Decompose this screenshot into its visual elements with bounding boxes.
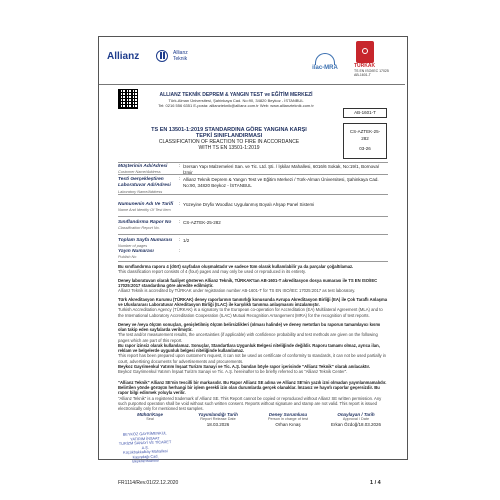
turkak-label: TÜRKAK — [354, 63, 376, 69]
signature-sublabel: Person in charge of test — [267, 417, 309, 421]
issuer-contact: Tel: 0216 556 6351 E-posta: allianzteknik@allianz.com.tr Web: www.allianzteknik.com.tr — [158, 103, 314, 108]
paragraph-en: Turkish Accreditation Agency (TÜRKAK) is a signatory to the European co-operation for Accreditation (EA) Multilateral Agreement (MLA) and to the International Laboratory Accreditation Cooperation (ILAC) Mutual Recognition Arrangement (MRA) for the recognition of test reports. — [118, 307, 383, 318]
paragraph-pages — [118, 264, 388, 274]
field-colon: : — [179, 177, 181, 182]
signature-label: Onaylayan / Tarih — [337, 412, 375, 417]
document-header — [99, 37, 405, 84]
field-value: İzersan Yapı Malzemeleri San. ve Tic. Ltd. Şti. / İşkilar Mahallesi, 6016/6 Sokak, No:19/1, Bornova/İzmir — [183, 164, 380, 175]
field-colon: : — [179, 220, 181, 225]
company-stamp — [116, 431, 175, 464]
paragraph-en: Allianz Teknik is accredited by TÜRKAK under registration number AB-1601-T for TS EN ISO/IEC 17025:2017 as test laboratory. — [118, 288, 356, 294]
field-colon: : — [179, 249, 181, 254]
reference-line-3: 03-26 — [359, 146, 371, 151]
field-value: Allianz Teknik Deprem & Yangın Test ve Eğitim Merkezi / Türk-Alman Üniversitesi, Şahinkaya Cad. No:90, 34820 Beykoz - İSTANBUL — [183, 177, 379, 188]
signature-seal — [118, 412, 182, 422]
paragraph-tr: Beykoz Gayrimenkul Yatırım İnşaat Turizm Sanayi ve Tic. A.Ş. bundan böyle rapor içerisinde "Allianz Teknik" olarak anılacaktır. — [118, 364, 371, 369]
paragraph-tr: Bu rapor izinsiz olarak kullanılamaz. Sonuçlar, Standartlara Uygunluk Belgesi niteliğinde değildir. Raporu tamamı olmaz, ayrıca ilan, reklam ve belgelerde uygunluk belgesi niteliğinde kullanılamaz. — [118, 343, 380, 354]
ilac-label: ilac-MRA — [312, 65, 338, 71]
issuer-name: ALLIANZ TEKNİK DEPREM & YANGIN TEST ve EĞİTİM MERKEZİ — [159, 92, 313, 98]
section-divider — [118, 216, 388, 217]
stamp-line: Beykoz/İstanbul — [132, 458, 160, 464]
section-divider — [118, 261, 388, 262]
issuer-address: Türk-Alman Üniversitesi, Şahinkaya Cad. No:90, 34820 Beykoz - İSTANBUL — [168, 98, 304, 103]
turkak-code — [354, 69, 389, 77]
issuer-block — [142, 93, 330, 108]
allianz-sub-1: Allianz — [173, 50, 188, 56]
field-value: Yüzeyine Dryfix Woodlac Uygulanmış Boyalı Ahşap Panel Sistemi — [183, 202, 315, 207]
paragraph-tr: Deney laboratuvarı olarak faaliyet gösteren Allianz Teknik, TÜRKAK'tan AB-1601-T akreditasyon dosya numarası ile TS EN ISO/IEC 17025:2017 standardına göre akredite edilmiştir. — [118, 278, 378, 289]
section-divider — [118, 194, 388, 195]
field-sublabel: Publish No — [118, 255, 137, 259]
paragraph-turkak — [118, 297, 388, 318]
field-label: Yayın Numarası — [118, 249, 154, 254]
title-en-line-1: CLASSIFICATION OF REACTION TO FIRE IN ACCORDANCE — [158, 139, 300, 145]
field-colon: : — [179, 238, 181, 243]
field-sublabel: Customer Name/Address — [118, 170, 161, 174]
paragraph-en: This report has been prepared upon customer's request, it can not be used as certificate of conformity to standards, it can not be used partially in court, advertising documents for advertisements and procurements. — [118, 353, 387, 364]
paragraph-tr: Türk Akreditasyon Kurumu (TÜRKAK) deney raporlarının tanınırlığı konusunda Avrupa Akreditasyon Birliği (EA) ile Çok Taraflı Anlaşma ve Uluslararası Laboratuvar Akreditasyon Birliği (ILAC) ile karşılıklı tanınma anlaşmasını imzalamıştır. — [118, 297, 388, 308]
paragraph-en: This classification report consists of 4 (four) pages and may only be used or reproduced in its entirety. — [118, 269, 306, 275]
field-value: CS-AZTEK-25-282 — [183, 220, 221, 225]
field-label: Sınıflandırma Rapor No — [118, 220, 172, 225]
paragraph-tr: Bu sınıflandırma raporu 4 (dört) sayfadan oluşmaktadır ve sadece tüm olarak kullanılabilir ya da parçalar çoğaltılamaz. — [118, 264, 354, 269]
paragraph-tr: Deney ve /veya ölçüm sonuçları, genişletilmiş ölçüm belirsizlikleri (olması halinde) ve deney metotları bu raporun tamamlayıcı kısmı olan takip eden sayfalarda verilmiştir. — [118, 322, 381, 333]
turkak-standard: TS EN ISO/IEC 17025 — [354, 69, 389, 73]
signature-sublabel: Approval / Date — [342, 417, 370, 421]
field-label: Müşterinin Adı/Adresi — [118, 164, 168, 169]
section-divider — [118, 162, 388, 163]
title-tr-line-1: TS EN 13501-1:2019 STANDARDINA GÖRE YANGINA KARŞI — [151, 127, 307, 133]
paragraph-trademark — [118, 380, 388, 411]
signature-release-date — [186, 412, 250, 427]
paragraph-usage — [118, 343, 388, 364]
reference-line-2: 282 — [361, 136, 369, 141]
ilac-mra-logo — [309, 53, 341, 75]
allianz-logo-text: Allianz — [107, 51, 140, 62]
field-colon: : — [179, 202, 181, 207]
paragraph-en: "Allianz Teknik" is a registered trademark of Allianz SE. This Report cannot be copied or reproduced without Allianz SE written permission. Any such purported operation shall be void without such written consent. Reports without signature and stamp are not valid. This report is issued electronically only for mentioned test samples. — [118, 395, 382, 412]
signature-approval — [324, 412, 388, 427]
accreditation-number-box: AB-1601-T — [343, 108, 387, 118]
field-label: Toplam Sayfa Numarası — [118, 238, 173, 243]
title-en-line-2: WITH TS EN 13501-1:2019 — [198, 145, 260, 151]
signature-value: 18.03.2026 — [206, 422, 230, 427]
title-tr-line-2: TEPKİ SINIFLANDIRMASI — [195, 133, 263, 139]
turkak-logo — [354, 41, 394, 83]
signature-label: Mühür/Kaşe — [137, 412, 163, 417]
section-divider — [118, 234, 388, 235]
paragraph-tr: "Allianz Teknik" Allianz SE'nin tescilli bir markasıdır. Bu Rapor Allianz SE adına ve Allianz SE'nin yazılı izni olmadan yayınlanmamalıdır. Belirtilen yönde görüşün herhangi bir işlem gerekli izin olan durumlarda gerçek olanaklar. İmzasız ve hayırlı raporlar geçersizdir. Bu rapor bilgi edinmek yoluyla verilir. — [118, 380, 387, 396]
reference-line-1: CS-AZTEK-25- — [349, 129, 381, 134]
qr-code-icon[interactable] — [118, 89, 138, 109]
field-sublabel: Name And Identity Of Test Item — [118, 208, 171, 212]
field-label: Testi Gerçekleştiren Laboratuvar Adı/Adresi — [118, 177, 171, 188]
stamp-line: Küçükbakkalköy Mahallesi Kayışdağı Cad. — [123, 449, 168, 459]
paragraph-en: The test and/or measurement results, the uncertainties (if applicable) with confidence probability and test methods are given on the following pages which are part of this report. — [118, 332, 378, 343]
turkak-emblem-icon — [356, 41, 374, 63]
field-colon: : — [179, 164, 181, 169]
header-divider — [99, 84, 405, 85]
allianz-sub-2: Teknik — [173, 56, 188, 62]
signature-sublabel: Report Release Date — [200, 417, 236, 421]
paragraph-en: Beykoz Gayrimenkul Yatırım İnşaat Turizm Sanayi ve Tic. A.Ş. hereinafter to be briefly referred to as "Allianz Teknik Center". — [118, 369, 348, 375]
paragraph-accreditation — [118, 278, 388, 294]
page-number: 1 / 4 — [370, 480, 381, 486]
signature-label: Deney Sorumlusu — [268, 412, 308, 417]
ilac-ring-icon — [315, 53, 335, 65]
turkak-accreditation-code: AB-1601-T — [354, 73, 371, 77]
signature-label: Yayımlandığı Tarih — [198, 412, 238, 417]
signature-value: Orhan Kınaş — [275, 422, 301, 427]
allianz-logo-icon — [156, 50, 168, 62]
field-sublabel: Number of pages — [118, 244, 148, 248]
stamp-line: BEYKOZ GAYRİMENKUL YATIRIM İNŞAAT — [122, 431, 167, 442]
field-value: 1/2 — [183, 238, 190, 243]
paragraph-company — [118, 364, 388, 374]
report-reference-box — [343, 123, 387, 159]
section-divider — [118, 174, 388, 175]
allianz-teknik-label — [173, 50, 188, 62]
report-title — [120, 127, 338, 151]
field-label: Numunenin Adı Ve Tarifi — [118, 202, 174, 207]
signature-value: Erkan Özdoğ/18.03.2026 — [330, 422, 382, 427]
paragraph-results — [118, 322, 388, 343]
field-sublabel: Laboratory Name/Address — [118, 190, 163, 194]
field-sublabel: Classification Report No. — [118, 226, 160, 230]
stamp-line: TURİZM SANAYİ VE TİCARET A.Ş. — [118, 440, 172, 450]
signature-test-person — [256, 412, 320, 427]
form-code: FR1114/Rev.01/22.12.2020 — [118, 480, 179, 486]
signature-sublabel: Seal — [146, 417, 154, 421]
